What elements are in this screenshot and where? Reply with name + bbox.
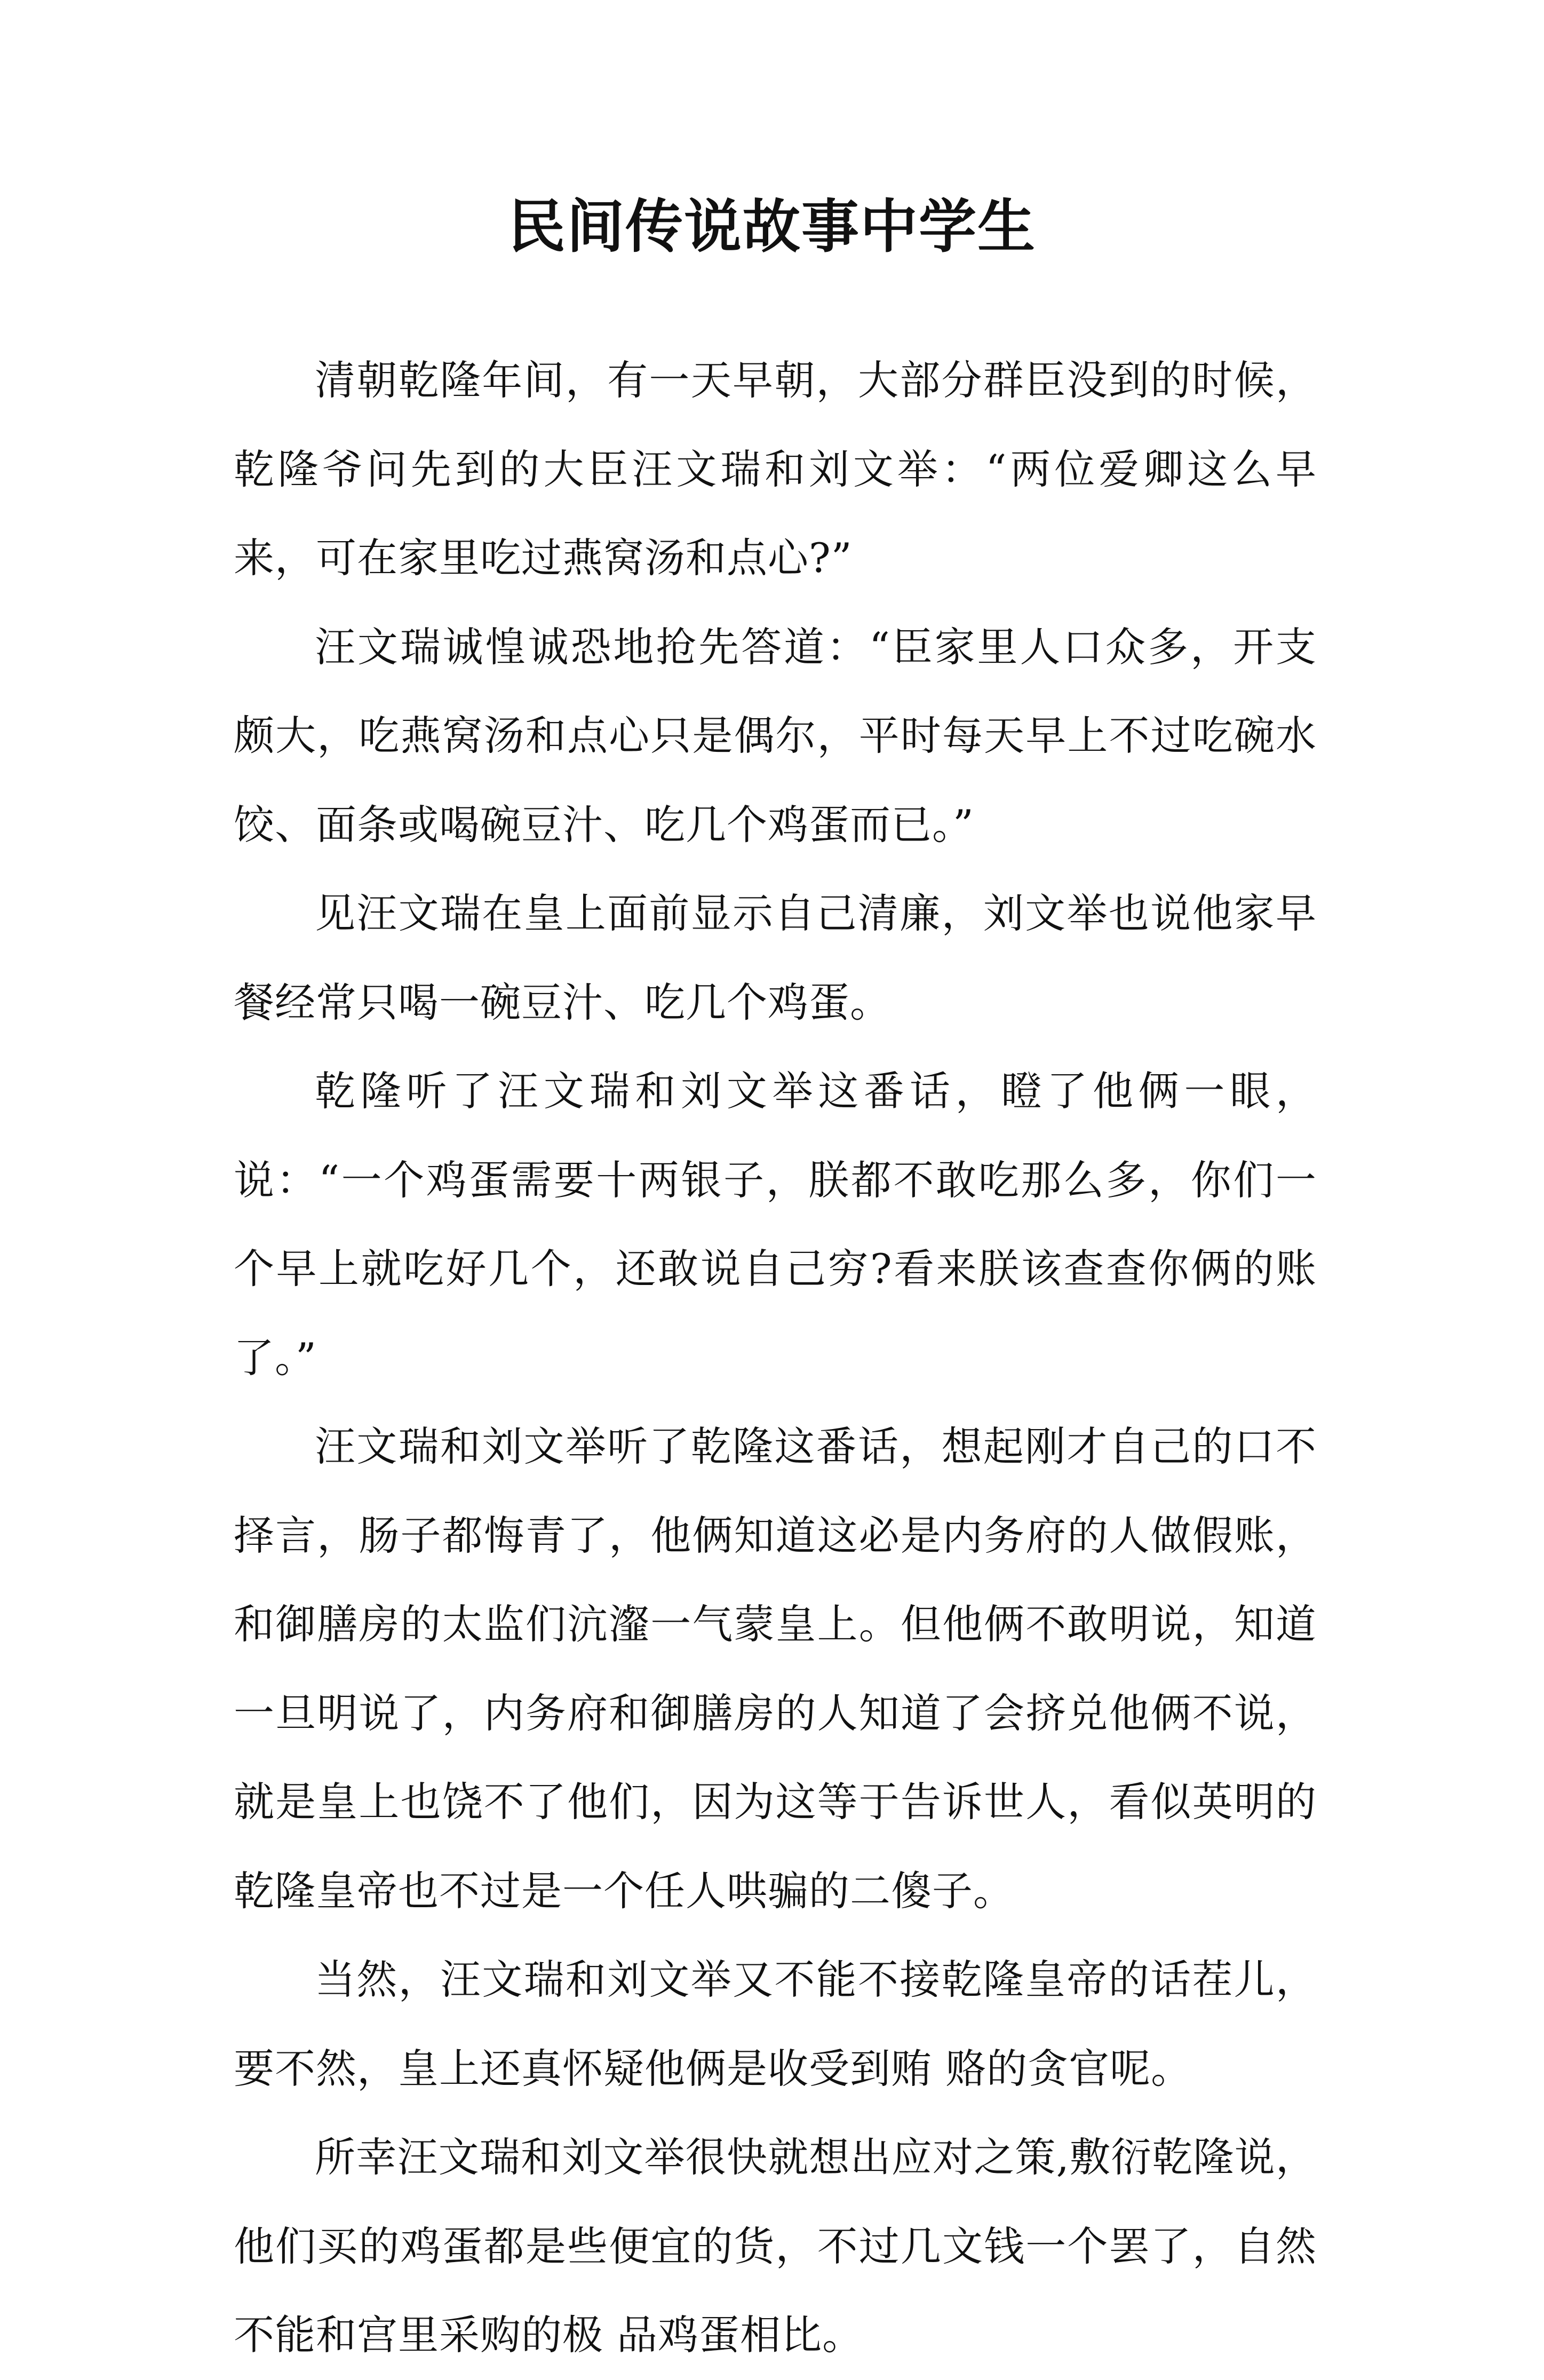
paragraph-7: 所幸汪文瑞和刘文举很快就想出应对之策,敷衍乾隆说，他们买的鸡蛋都是些便宜的货，不过几文钱一个罢了，自然不能和宫里采购的极 品鸡蛋相比。 [234, 2133, 1317, 2359]
paragraph-2: 汪文瑞诚惶诚恐地抢先答道：“臣家里人口众多，开支颇大，吃燕窝汤和点心只是偶尔，平时每天早上不过吃碗水饺、面条或喝碗豆汁、吃几个鸡蛋而已。” [234, 623, 1317, 848]
page-title: 民间传说故事中学生 [507, 193, 1036, 260]
paragraph-3: 见汪文瑞在皇上面前显示自己清廉，刘文举也说他家早餐经常只喝一碗豆汁、吃几个鸡蛋。 [234, 890, 1317, 1026]
paragraph-1: 清朝乾隆年间，有一天早朝，大部分群臣没到的时候，乾隆爷问先到的大臣汪文瑞和刘文举：“两位爱卿这么早来，可在家里吃过燕窝汤和点心?” [234, 356, 1317, 582]
paragraph-4: 乾隆听了汪文瑞和刘文举这番话，瞪了他俩一眼，说：“一个鸡蛋需要十两银子，朕都不敢吃那么多，你们一个早上就吃好几个，还敢说自己穷?看来朕该查查你俩的账了。” [234, 1067, 1317, 1382]
document-body [234, 336, 1317, 2380]
paragraph-6: 当然，汪文瑞和刘文举又不能不接乾隆皇帝的话茬儿，要不然，皇上还真怀疑他俩是收受到贿 赂的贪官呢。 [234, 1956, 1317, 2092]
paragraph-5: 汪文瑞和刘文举听了乾隆这番话，想起刚才自己的口不择言，肠子都悔青了，他俩知道这必是内务府的人做假账，和御膳房的太监们沆瀣一气蒙皇上。但他俩不敢明说，知道一旦明说了，内务府和御膳房的人知道了会挤兑他俩不说，就是皇上也饶不了他们，因为这等于告诉世人，看似英明的乾隆皇帝也不过是一个任人哄骗的二傻子。 [234, 1423, 1317, 1915]
